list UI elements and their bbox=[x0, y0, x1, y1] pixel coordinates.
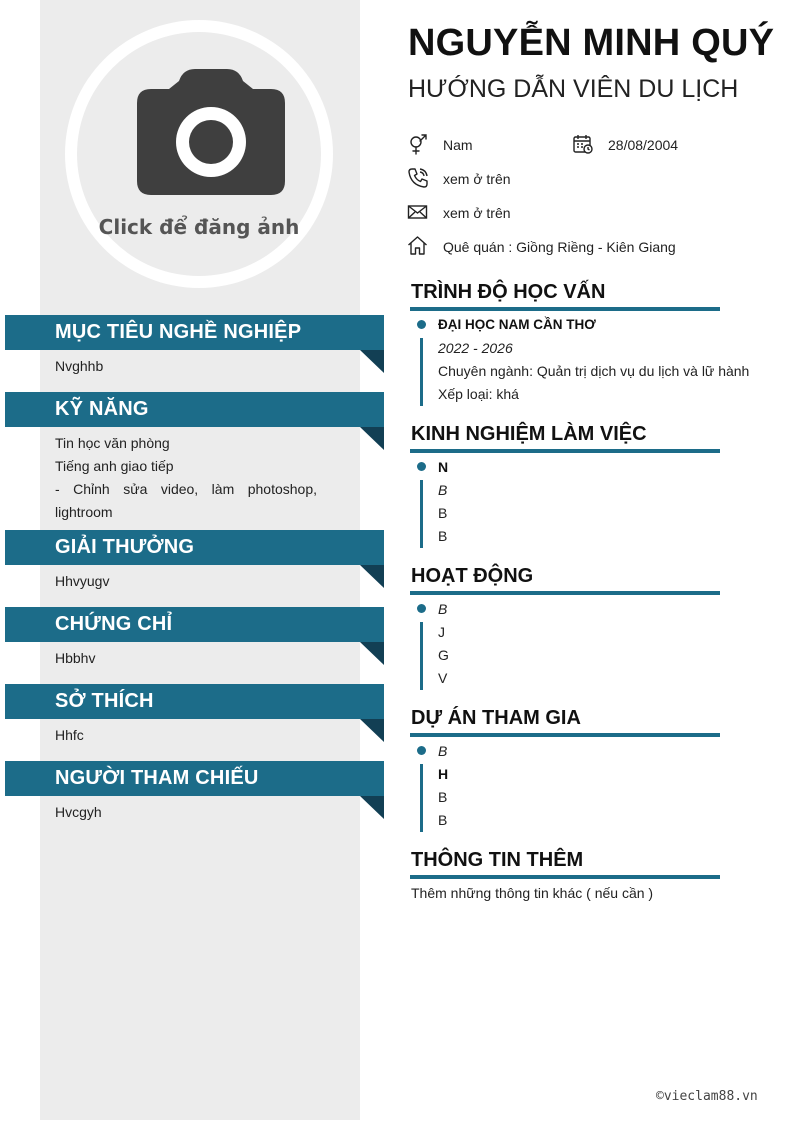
section-title: MỤC TIÊU NGHỀ NGHIỆP bbox=[55, 321, 302, 343]
timeline-line bbox=[420, 622, 423, 690]
project-line[interactable]: B bbox=[438, 789, 448, 805]
section-header-references bbox=[5, 761, 384, 796]
section-header-certificates bbox=[5, 607, 384, 642]
birthdate-value[interactable]: 28/08/2004 bbox=[608, 137, 679, 153]
section-title: SỞ THÍCH bbox=[55, 690, 154, 712]
timeline-dot bbox=[417, 746, 426, 755]
ribbon-fold bbox=[360, 427, 384, 450]
activity-line[interactable]: J bbox=[438, 624, 445, 640]
section-divider bbox=[410, 591, 720, 595]
project-name[interactable]: H bbox=[438, 766, 449, 782]
text-line: - Chỉnh sửa video, làm photoshop, bbox=[55, 481, 317, 497]
calendar-icon bbox=[572, 133, 594, 155]
section-title: GIẢI THƯỞNG bbox=[55, 536, 195, 558]
section-divider bbox=[410, 449, 720, 453]
timeline-dot bbox=[417, 320, 426, 329]
section-divider bbox=[410, 875, 720, 879]
project-period[interactable]: B bbox=[438, 743, 448, 759]
section-divider bbox=[410, 733, 720, 737]
site-watermark: ©vieclam88.vn bbox=[656, 1089, 758, 1104]
additional-info-text[interactable]: Thêm những thông tin khác ( nếu cần ) bbox=[411, 885, 654, 901]
section-header-skills bbox=[5, 392, 384, 427]
objective-content[interactable] bbox=[55, 355, 317, 378]
activity-period[interactable]: B bbox=[438, 601, 448, 617]
text-line: lightroom bbox=[55, 504, 113, 520]
section-title: CHỨNG CHỈ bbox=[55, 613, 173, 635]
section-title-experience: KINH NGHIỆM LÀM VIỆC bbox=[411, 423, 647, 445]
timeline-line bbox=[420, 764, 423, 832]
gender-value[interactable]: Nam bbox=[443, 137, 473, 153]
text-line: Hhfc bbox=[55, 727, 84, 743]
text-line: Hhvyugv bbox=[55, 573, 110, 589]
certificates-content[interactable] bbox=[55, 647, 317, 670]
timeline-line bbox=[420, 480, 423, 548]
section-divider bbox=[410, 307, 720, 311]
experience-period[interactable]: B bbox=[438, 482, 448, 498]
references-content[interactable] bbox=[55, 801, 317, 824]
job-title[interactable]: HƯỚNG DẪN VIÊN DU LỊCH bbox=[408, 75, 739, 103]
ribbon-fold bbox=[360, 719, 384, 742]
text-line: Hbbhv bbox=[55, 650, 96, 666]
section-title-activities: HOẠT ĐỘNG bbox=[411, 565, 534, 587]
activity-line[interactable]: G bbox=[438, 647, 449, 663]
timeline-dot bbox=[417, 462, 426, 471]
email-icon bbox=[407, 201, 429, 223]
camera-icon bbox=[137, 67, 285, 197]
study-period[interactable]: 2022 - 2026 bbox=[438, 340, 513, 356]
text-line: Tin học văn phòng bbox=[55, 435, 170, 451]
section-title-education: TRÌNH ĐỘ HỌC VẤN bbox=[411, 281, 606, 303]
awards-content[interactable] bbox=[55, 570, 317, 593]
avatar-placeholder[interactable] bbox=[77, 32, 321, 276]
timeline-line bbox=[420, 338, 423, 406]
text-line: Tiếng anh giao tiếp bbox=[55, 458, 174, 474]
home-icon bbox=[407, 235, 429, 257]
email-value[interactable]: xem ở trên bbox=[443, 205, 511, 221]
timeline-dot bbox=[417, 604, 426, 613]
text-line: Hvcgyh bbox=[55, 804, 102, 820]
section-header-awards bbox=[5, 530, 384, 565]
major[interactable]: Chuyên ngành: Quản trị dịch vụ du lịch và lữ hành bbox=[438, 363, 750, 379]
hometown-value[interactable]: Quê quán : Giồng Riềng - Kiên Giang bbox=[443, 239, 676, 255]
ribbon-fold bbox=[360, 565, 384, 588]
experience-company[interactable]: N bbox=[438, 459, 449, 475]
full-name[interactable]: NGUYỄN MINH QUÝ bbox=[408, 22, 775, 64]
phone-value[interactable]: xem ở trên bbox=[443, 171, 511, 187]
section-title-projects: DỰ ÁN THAM GIA bbox=[411, 707, 581, 729]
upload-photo-label: Click để đăng ảnh bbox=[98, 215, 300, 239]
section-title: KỸ NĂNG bbox=[55, 398, 149, 420]
section-header-hobbies bbox=[5, 684, 384, 719]
project-line[interactable]: B bbox=[438, 812, 448, 828]
experience-position[interactable]: B bbox=[438, 505, 448, 521]
activity-line[interactable]: V bbox=[438, 670, 448, 686]
avatar-upload[interactable] bbox=[65, 20, 333, 288]
school-name[interactable]: ĐẠI HỌC NAM CẦN THƠ bbox=[438, 317, 596, 332]
ribbon-fold bbox=[360, 796, 384, 819]
section-header-objective bbox=[5, 315, 384, 350]
text-line: Nvghhb bbox=[55, 358, 104, 374]
experience-description[interactable]: B bbox=[438, 528, 448, 544]
section-title-additional: THÔNG TIN THÊM bbox=[411, 849, 584, 871]
ribbon-fold bbox=[360, 350, 384, 373]
gender-icon bbox=[407, 133, 429, 155]
phone-icon bbox=[407, 167, 429, 189]
ribbon-fold bbox=[360, 642, 384, 665]
grade[interactable]: Xếp loại: khá bbox=[438, 386, 519, 402]
skills-content[interactable] bbox=[55, 432, 317, 524]
hobbies-content[interactable] bbox=[55, 724, 317, 747]
section-title: NGƯỜI THAM CHIẾU bbox=[55, 767, 259, 789]
